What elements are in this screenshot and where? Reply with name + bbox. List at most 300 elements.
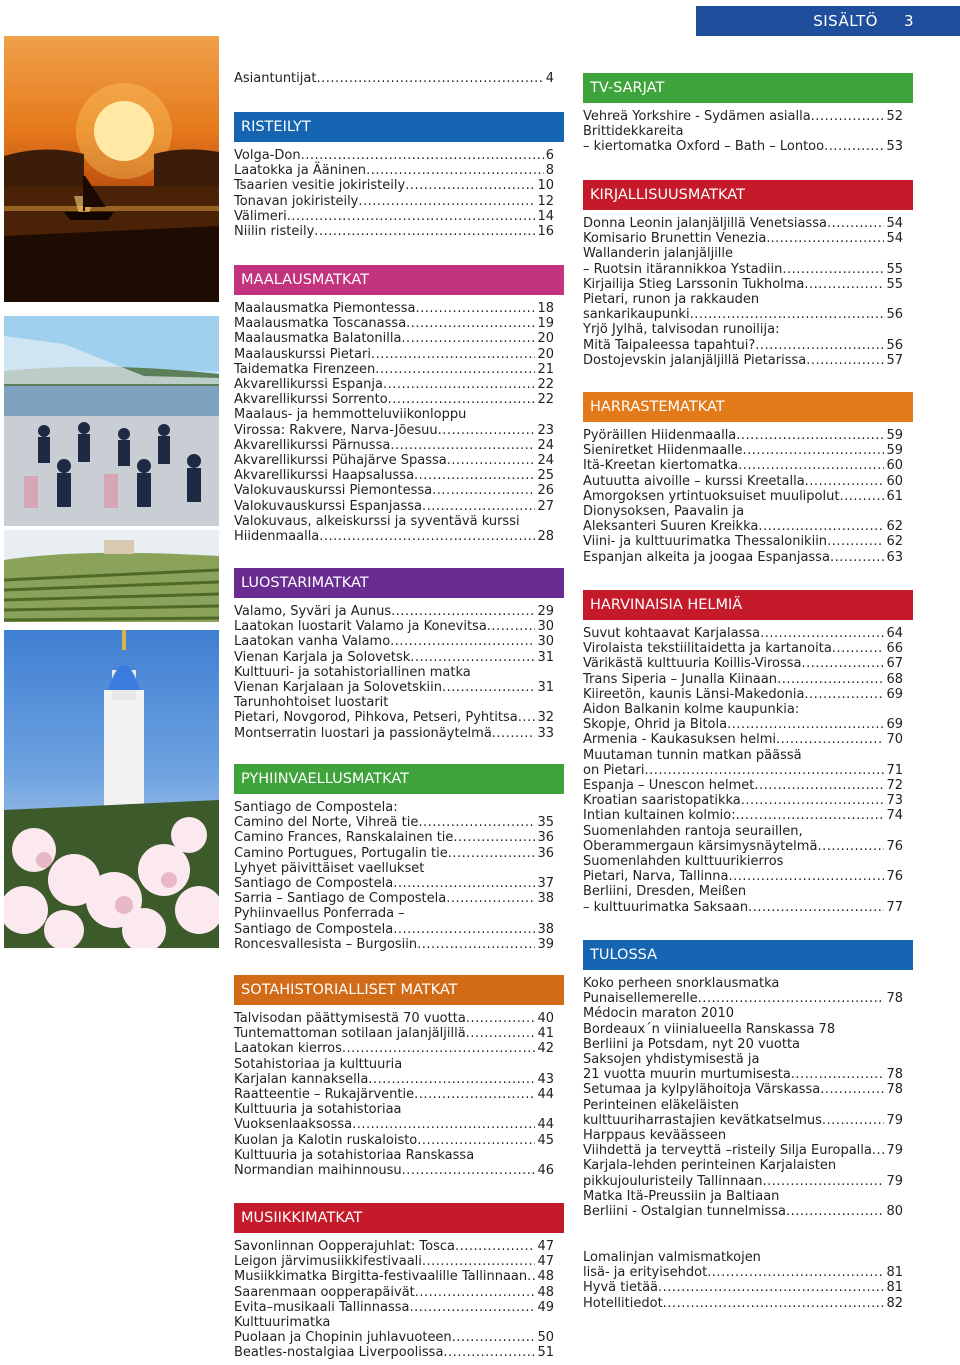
toc-entry-line[interactable]: Valokuvaus, alkeiskurssi ja syventävä kurssi (234, 513, 520, 529)
toc-entry[interactable] (234, 1041, 554, 1056)
toc-entry[interactable] (583, 1113, 903, 1128)
dot-leader (645, 763, 885, 778)
section-header: MAALAUSMATKAT (234, 265, 564, 295)
toc-entry[interactable] (583, 1143, 903, 1158)
toc-entry-label: Valamo, Syväri ja Aunus (234, 604, 392, 619)
toc-entry-page: 31 (537, 649, 554, 665)
toc-entry-label: Viini- ja kulttuurimatka Thessalonikiin (583, 534, 828, 550)
toc-entry[interactable] (583, 991, 903, 1006)
toc-entry[interactable] (234, 1285, 554, 1300)
section-kirjallisuusmatkat (583, 180, 913, 368)
toc-entry[interactable] (583, 443, 903, 458)
toc-entry-label: Vuoksenlaaksossa (234, 1117, 353, 1133)
toc-entry-page: 56 (886, 307, 903, 323)
toc-entry[interactable] (583, 839, 903, 854)
toc-entry-line[interactable]: Saksojen yhdistymisestä ja (583, 1052, 760, 1068)
section-tulossa (583, 940, 913, 1219)
toc-entry-label: Maalausmatka Balatonilla (234, 331, 402, 347)
toc-entry[interactable] (234, 209, 554, 224)
toc-entry-page: 74 (886, 808, 903, 824)
toc-entry-label: Tuntemattoman sotilaan jalanjäljillä (234, 1026, 466, 1042)
dot-leader (406, 316, 535, 331)
toc-entry-line[interactable]: Kulttuuria ja sotahistoriaa (234, 1102, 402, 1118)
toc-entry-page: 44 (537, 1117, 554, 1133)
toc-entry[interactable] (234, 1254, 554, 1269)
toc-entry[interactable] (583, 1067, 903, 1082)
toc-entry-page: 24 (537, 453, 554, 469)
toc-entry[interactable] (583, 808, 903, 823)
toc-entry[interactable] (234, 1330, 554, 1345)
toc-entry[interactable] (234, 468, 554, 483)
toc-entry-page: 66 (886, 641, 903, 657)
toc-entry-page: 6 (545, 148, 554, 163)
toc-entry-label: Raatteentie – Rukajärventie (234, 1087, 415, 1103)
toc-entry[interactable] (583, 262, 903, 277)
dot-leader (811, 109, 885, 124)
toc-entry-page: 18 (537, 301, 554, 316)
section-luostarimatkat (234, 568, 564, 741)
toc-entry-label: Akvarellikurssi Haapsalussa (234, 468, 415, 484)
dot-leader (452, 1330, 536, 1345)
toc-entry-label: Maalausmatka Toscanassa (234, 316, 407, 332)
toc-entry[interactable] (583, 139, 903, 154)
toc-entry-label: 21 vuotta muurin murtumisesta (583, 1067, 791, 1083)
toc-entry-label: Saarenmaan oopperapäivät (234, 1284, 415, 1300)
toc-entry-label: Mitä Taipaleessa tapahtui? (583, 337, 756, 353)
toc-entry[interactable] (234, 891, 554, 906)
dot-leader (663, 1296, 885, 1311)
toc-entry[interactable] (583, 869, 903, 884)
toc-entry-label: Itä-Kreetan kiertomatka (583, 458, 739, 474)
dot-leader (518, 710, 536, 725)
toc-entry-label: Kroatian saaristopatikka (583, 793, 741, 809)
toc-entry[interactable] (234, 650, 554, 665)
dot-leader (770, 231, 884, 246)
toc-entry[interactable] (583, 626, 903, 641)
toc-entry[interactable] (583, 763, 903, 778)
toc-entry[interactable] (583, 793, 903, 808)
toc-entry[interactable] (234, 316, 554, 331)
toc-entry-label: Espanja – Unescon helmet (583, 778, 755, 794)
toc-entry-label: pikkujouluristeily Tallinnaan (583, 1173, 763, 1189)
toc-entry-page: 27 (537, 498, 554, 514)
dot-leader (805, 474, 885, 489)
toc-entry[interactable] (583, 1174, 903, 1189)
toc-entry-line[interactable]: Sotahistoriaa ja kulttuuria (234, 1056, 403, 1072)
toc-entry-label: Intian kultainen kolmio: (583, 808, 736, 824)
toc-entry[interactable] (234, 815, 554, 830)
toc-entry-line[interactable]: Matka Itä-Preussiin ja Baltiaan (583, 1188, 780, 1204)
toc-entry-label: Amorgoksen yrtintuoksuiset muulipolut (583, 488, 840, 504)
toc-entry[interactable] (234, 194, 554, 209)
toc-entry-label: Maalausmatka Piemontessa (234, 301, 416, 316)
toc-entry[interactable] (234, 604, 554, 619)
toc-entry-line[interactable]: Aidon Balkanin kolme kaupunkia: (583, 702, 800, 718)
toc-entry-page: 55 (886, 276, 903, 292)
dot-leader (827, 534, 884, 549)
toc-entry-label: Leigon järvimusiikkifestivaali (234, 1254, 422, 1270)
toc-entry-line[interactable]: Maalaus- ja hemmotteluviikonloppu (234, 407, 467, 423)
toc-entry-label: Taidematka Firenzeen (234, 361, 376, 377)
toc-entry[interactable] (234, 1239, 554, 1254)
toc-entry[interactable] (583, 672, 903, 687)
toc-entry-line[interactable]: Tarunhohtoiset luostarit (234, 695, 389, 711)
toc-entry-page: 82 (886, 1295, 903, 1311)
toc-entry[interactable] (234, 876, 554, 891)
toc-entry-page: 33 (537, 725, 554, 741)
toc-entry-page: 77 (886, 899, 903, 915)
toc-entry[interactable] (234, 148, 554, 163)
toc-entry[interactable] (234, 1117, 554, 1132)
section-tv-sarjat (583, 73, 913, 155)
dot-leader (401, 331, 535, 346)
dot-leader (748, 900, 884, 915)
toc-entry-page: 50 (537, 1330, 554, 1346)
dot-leader (390, 438, 535, 453)
toc-entry-label: Tonavan jokiristeily (234, 193, 359, 209)
toc-entry[interactable] (234, 1072, 554, 1087)
toc-entry-page: 72 (886, 778, 903, 794)
dot-leader (801, 656, 884, 671)
toc-entry-page: 40 (537, 1011, 554, 1026)
toc-entry-page: 16 (537, 224, 554, 240)
toc-entry[interactable] (234, 726, 554, 741)
toc-entry[interactable] (234, 619, 554, 634)
dot-leader (371, 347, 536, 362)
toc-entry-label: Montserratin luostari ja passionäytelmä (234, 725, 492, 741)
toc-entry[interactable] (583, 687, 903, 702)
toc-entry[interactable] (234, 453, 554, 468)
toc-entry[interactable] (234, 634, 554, 649)
toc-entry-page: 81 (886, 1280, 903, 1296)
toc-entry[interactable] (583, 216, 903, 231)
toc-entry-label: kulttuuriharrastajien kevätkatselmus (583, 1112, 822, 1128)
toc-entry-line[interactable]: Suomenlahden rantoja seuraillen, (583, 823, 803, 839)
dot-leader (832, 641, 885, 656)
dot-leader (527, 1269, 535, 1284)
toc-entry[interactable] (583, 338, 903, 353)
dot-leader (414, 1087, 535, 1102)
dot-leader (453, 830, 535, 845)
intro-section (234, 71, 554, 86)
toc-entry[interactable] (234, 347, 554, 362)
toc-entry[interactable] (583, 1265, 903, 1280)
section-header: KIRJALLISUUSMATKAT (583, 180, 913, 210)
dot-leader (827, 216, 885, 231)
dot-leader (368, 1072, 535, 1087)
toc-entry[interactable] (234, 438, 554, 453)
toc-entry-page: 57 (886, 352, 903, 368)
toc-entry[interactable] (583, 550, 903, 565)
dot-leader (820, 1082, 884, 1097)
section-header: TV-SARJAT (583, 73, 913, 103)
toc-entry[interactable] (234, 392, 554, 407)
toc-entry-page: 81 (886, 1265, 903, 1281)
toc-entry[interactable] (234, 224, 554, 239)
toc-entry-line[interactable]: Yrjö Jylhä, talvisodan runoilija: (583, 322, 780, 338)
dot-leader (402, 1163, 536, 1178)
toc-entry[interactable] (234, 846, 554, 861)
toc-entry-line[interactable]: Suomenlahden kulttuurikierros (583, 854, 784, 870)
toc-entry[interactable] (583, 428, 903, 443)
toc-entry-line[interactable]: Wallanderin jalanjäljille (583, 246, 734, 262)
toc-entry[interactable] (234, 922, 554, 937)
toc-entry-line[interactable]: Muutaman tunnin matkan päässä (583, 747, 802, 763)
toc-entry[interactable] (583, 519, 903, 534)
section-header: HARRASTEMATKAT (583, 392, 913, 422)
toc-entry-page: 70 (886, 732, 903, 748)
toc-entry-line[interactable]: Lomalinjan valmismatkojen (583, 1250, 761, 1265)
toc-entry-line[interactable]: Dionysoksen, Paavalin ja (583, 504, 745, 520)
toc-entry-label: Karjalan kannaksella (234, 1071, 369, 1087)
toc-entry[interactable] (583, 1296, 903, 1311)
toc-entry[interactable] (583, 656, 903, 671)
toc-entry[interactable] (583, 900, 903, 915)
toc-entry-page: 48 (537, 1269, 554, 1285)
toc-entry[interactable] (583, 353, 903, 368)
toc-entry-label: Suvut kohtaavat Karjalassa (583, 626, 761, 641)
toc-entry[interactable] (583, 489, 903, 504)
toc-entry-label: Autuutta aivoille – kurssi Kreetalla (583, 473, 805, 489)
toc-entry-label: Beatles-nostalgiaa Liverpoolissa (234, 1345, 444, 1361)
toc-entry-line[interactable]: Brittidekkareita (583, 124, 684, 140)
toc-entry-label: Skopje, Ohrid ja Bitola (583, 717, 728, 733)
toc-entry[interactable] (234, 937, 554, 952)
toc-entry-line[interactable]: Pietari, runon ja rakkauden (583, 292, 760, 308)
toc-entry-label: Camino del Norte, Vihreä tie (234, 815, 419, 831)
toc-entry-page: 22 (537, 392, 554, 408)
section-header: HARVINAISIA HELMIÄ (583, 590, 913, 620)
dot-leader (760, 626, 884, 641)
dot-leader (830, 550, 885, 565)
toc-entry-label: Espanjan alkeita ja joogaa Espanjassa (583, 549, 830, 565)
toc-entry[interactable] (234, 1011, 554, 1026)
toc-entry[interactable] (234, 1345, 554, 1360)
toc-entry[interactable] (234, 710, 554, 725)
toc-entry-page: 38 (537, 921, 554, 937)
toc-entry[interactable] (583, 534, 903, 549)
toc-entry-page: 79 (886, 1143, 903, 1159)
toc-entry-label: Donna Leonin jalanjäljillä Venetsiassa (583, 216, 827, 231)
toc-entry-page: 25 (537, 468, 554, 484)
toc-entry-label: Viihdettä ja terveyttä –risteily Silja Europalla (583, 1143, 872, 1159)
toc-entry-page: 47 (537, 1254, 554, 1270)
dot-leader (446, 891, 535, 906)
toc-entry[interactable] (583, 109, 903, 124)
toc-entry-line[interactable]: Lyhyet päivittäiset vaellukset (234, 860, 425, 876)
dot-leader (438, 423, 536, 438)
page-number: 3 (903, 12, 914, 30)
toc-entry-page: 22 (537, 377, 554, 393)
toc-entry[interactable] (234, 163, 554, 178)
dot-leader (287, 209, 536, 224)
toc-entry-label: Vehreä Yorkshire - Sydämen asialla (583, 109, 811, 124)
toc-entry-label: Valokuvauskurssi Espanjassa (234, 498, 422, 514)
dot-leader (314, 224, 535, 239)
toc-entry[interactable] (583, 458, 903, 473)
dot-leader (872, 1143, 885, 1158)
toc-entry-label: Tsaarien vesitie jokiristeily (234, 178, 406, 194)
dot-leader (763, 1174, 885, 1189)
toc-entry-line[interactable]: Berliini ja Potsdam, nyt 20 vuotta (583, 1036, 801, 1052)
toc-entry-label: Hiidenmaalla (234, 529, 320, 545)
toc-entry-line[interactable]: Harppaus keväässeen (583, 1128, 727, 1144)
toc-entry-page: 48 (537, 1284, 554, 1300)
section-header: SOTAHISTORIALLISET MATKAT (234, 975, 564, 1005)
toc-entry[interactable] (234, 529, 554, 544)
toc-entry-label: Pyöräillen Hiidenmaalla (583, 428, 737, 443)
toc-entry-page: 59 (886, 443, 903, 459)
toc-entry[interactable] (583, 1082, 903, 1097)
toc-entry-label: – kiertomatka Oxford – Bath – Lontoo (583, 139, 825, 155)
dot-leader (736, 808, 885, 823)
toc-entry-line[interactable]: Koko perheen snorklausmatka (583, 976, 780, 991)
toc-entry-label: Akvarellikurssi Sorrento (234, 392, 388, 408)
toc-entry-page: 61 (886, 488, 903, 504)
toc-entry[interactable] (234, 680, 554, 695)
toc-entry[interactable]: Asiantuntijat ..... 4 (234, 71, 554, 86)
toc-entry-label: Virossa: Rakvere, Narva-Jõesuu (234, 422, 438, 438)
toc-entry-page: 36 (537, 830, 554, 846)
toc-entry-page: 69 (886, 686, 903, 702)
toc-entry[interactable] (583, 307, 903, 322)
dot-leader (690, 307, 885, 322)
section-sotahistorialliset (234, 975, 564, 1178)
toc-entry[interactable] (234, 362, 554, 377)
toc-entry-line[interactable]: Médocin maraton 2010 (583, 1006, 734, 1022)
toc-entry-label: Värikästä kulttuuria Koillis-Virossa (583, 656, 802, 672)
dot-leader (342, 1041, 536, 1056)
toc-entry-label: Laatokan vanha Valamo (234, 634, 391, 650)
toc-entry[interactable] (234, 1269, 554, 1284)
toc-entry[interactable] (234, 423, 554, 438)
dot-leader (806, 353, 884, 368)
toc-entry-label: Camino Frances, Ranskalainen tie (234, 830, 454, 846)
toc-entry-page: 71 (886, 762, 903, 778)
toc-entry-line[interactable]: Santiago de Compostela: (234, 800, 398, 815)
toc-entry[interactable] (583, 277, 903, 292)
toc-entry[interactable] (234, 1026, 554, 1041)
toc-entry-page: 14 (537, 208, 554, 224)
toc-entry[interactable] (583, 717, 903, 732)
section-harrastematkat (583, 392, 913, 565)
toc-entry[interactable] (583, 732, 903, 747)
toc-entry-line[interactable]: Bordeaux´n viinialueella Ranskassa 78 (583, 1021, 836, 1037)
toc-entry[interactable] (234, 301, 554, 316)
section-pyhiinvaellusmatkat (234, 764, 564, 952)
dot-leader (443, 1345, 535, 1360)
dot-leader (418, 815, 535, 830)
dot-leader (728, 869, 884, 884)
toc-entry-label: Kiireetön, kaunis Länsi-Makedonia (583, 686, 805, 702)
toc-entry-line[interactable]: Kulttuurimatka (234, 1315, 331, 1331)
toc-entry[interactable] (234, 1133, 554, 1148)
toc-entry-label: Akvarellikurssi Espanja (234, 377, 383, 393)
dot-leader (390, 634, 535, 649)
dot-leader (736, 428, 884, 443)
toc-entry-page: 21 (537, 361, 554, 377)
toc-entry[interactable] (234, 178, 554, 193)
toc-entry[interactable] (583, 231, 903, 246)
toc-entry[interactable] (583, 474, 903, 489)
dot-leader (786, 1204, 884, 1219)
dot-leader (698, 991, 885, 1006)
toc-entry-page: 56 (886, 337, 903, 353)
dot-leader (414, 468, 535, 483)
dot-leader (817, 839, 884, 854)
toc-entry[interactable] (583, 778, 903, 793)
toc-entry-page: 59 (886, 428, 903, 443)
toc-entry-page: 73 (886, 793, 903, 809)
dot-leader (366, 163, 544, 178)
toc-entry-page: 55 (886, 261, 903, 277)
toc-entry-label: Camino Portugues, Portugalin tie (234, 845, 448, 861)
dot-leader (375, 362, 535, 377)
toc-entry-page: 76 (886, 869, 903, 885)
toc-entry-label: Setumaa ja kylpylähoitoja Värskassa (583, 1082, 821, 1098)
toc-entry-line[interactable]: Pyhiinvaellus Ponferrada – (234, 906, 405, 922)
toc-entry[interactable] (234, 1163, 554, 1178)
toc-entry-line[interactable]: Kulttuuri- ja sotahistoriallinen matka (234, 664, 471, 680)
toc-entry-label: Musiikkimatka Birgitta-festivaalille Tallinnaan (234, 1269, 528, 1285)
toc-entry-label: Aleksanteri Suuren Kreikka (583, 519, 759, 535)
dot-leader (422, 1254, 536, 1269)
toc-entry-page: 79 (886, 1173, 903, 1189)
toc-entry-line[interactable]: Berliini, Dresden, Meißen (583, 884, 747, 900)
dot-leader (442, 680, 536, 695)
dot-leader (383, 377, 535, 392)
toc-entry[interactable] (583, 641, 903, 656)
toc-entry[interactable] (583, 1280, 903, 1295)
dot-leader (758, 519, 884, 534)
toc-entry[interactable] (234, 499, 554, 514)
toc-entry-label: Evita–musikaali Tallinnassa (234, 1299, 410, 1315)
section-header: TULOSSA (583, 940, 913, 970)
toc-entry-label: Volga-Don (234, 148, 301, 163)
toc-entry-page: 60 (886, 458, 903, 474)
toc-entry-page: 80 (886, 1204, 903, 1220)
toc-entry[interactable] (234, 1300, 554, 1315)
toc-entry-label: Välimeri (234, 208, 287, 224)
toc-entry[interactable] (234, 377, 554, 392)
toc-entry-page: 53 (886, 139, 903, 155)
toc-entry-page: 69 (886, 717, 903, 733)
toc-entry-page: 20 (537, 331, 554, 347)
toc-entry-page: 12 (537, 193, 554, 209)
toc-entry[interactable] (583, 1204, 903, 1219)
toc-entry-line[interactable]: Kulttuuria ja sotahistoriaa Ranskassa (234, 1147, 475, 1163)
toc-entry[interactable] (234, 483, 554, 498)
toc-entry[interactable] (234, 331, 554, 346)
toc-entry-line[interactable]: Karjala-lehden perinteinen Karjalaisten (583, 1158, 837, 1174)
toc-entry-label: Sieniretket Hiidenmaalle (583, 443, 743, 459)
dot-leader (804, 277, 884, 292)
toc-entry[interactable] (234, 1087, 554, 1102)
toc-entry-label: sankarikaupunki (583, 307, 690, 323)
toc-entry-label: Punaisellemerelle (583, 991, 698, 1007)
dot-leader (742, 443, 884, 458)
toc-entry[interactable] (234, 830, 554, 845)
toc-entry-label: Hyvä tietää (583, 1280, 658, 1296)
dot-leader (824, 139, 884, 154)
toc-entry-page: 68 (886, 671, 903, 687)
toc-entry-label: Laatokka ja Ääninen (234, 163, 367, 179)
section-header: LUOSTARIMATKAT (234, 568, 564, 598)
toc-entry-line[interactable]: Perinteinen eläkeläisten (583, 1097, 739, 1113)
toc-entry-label: Niilin risteily (234, 224, 315, 240)
toc-entry-page: 42 (537, 1041, 554, 1057)
toc-entry-page: 23 (537, 422, 554, 438)
